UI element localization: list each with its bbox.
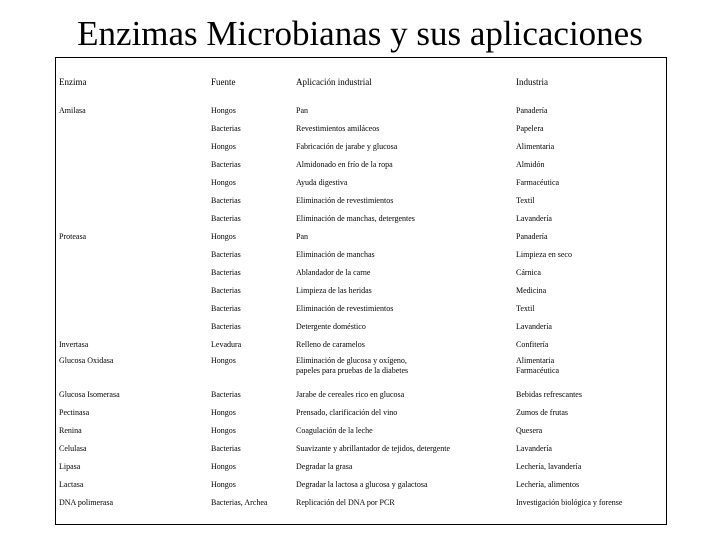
table-row (56, 299, 668, 317)
cell-enzima (56, 493, 208, 511)
cell-aplicacion-text: Replicación del DNA por PCR (296, 498, 395, 507)
cell-fuente-text: Hongos (211, 356, 236, 365)
cell-aplicacion (293, 299, 513, 317)
cell-fuente-text: Bacterias (211, 250, 241, 259)
cell-aplicacion (293, 227, 513, 245)
cell-aplicacion (293, 281, 513, 299)
cell-industria (513, 335, 668, 353)
cell-aplicacion-text: Degradar la grasa (296, 462, 353, 471)
cell-industria (513, 101, 668, 119)
cell-aplicacion (293, 403, 513, 421)
cell-aplicacion-text: Ablandador de la carne (296, 268, 371, 277)
cell-industria (513, 191, 668, 209)
cell-enzima (56, 209, 208, 227)
table-row (56, 421, 668, 439)
cell-enzima-text: Celulasa (59, 444, 87, 453)
enzyme-table-grid (56, 58, 668, 511)
table-row (56, 245, 668, 263)
header-enzima: Enzima (59, 77, 87, 87)
cell-industria-text: Alimentaria (516, 142, 555, 151)
table-row (56, 493, 668, 511)
table-row (56, 385, 668, 403)
cell-industria-text: Cárnica (516, 268, 541, 277)
cell-industria-text: Zumos de frutas (516, 408, 568, 417)
cell-aplicacion (293, 101, 513, 119)
cell-enzima (56, 457, 208, 475)
cell-aplicacion (293, 335, 513, 353)
table-row (56, 475, 668, 493)
table-row (56, 335, 668, 353)
cell-enzima (56, 119, 208, 137)
cell-fuente (208, 475, 293, 493)
cell-industria (513, 403, 668, 421)
table-row (56, 209, 668, 227)
cell-aplicacion (293, 263, 513, 281)
cell-aplicacion (293, 457, 513, 475)
cell-industria-text: Panadería (516, 232, 548, 241)
cell-industria (513, 439, 668, 457)
cell-aplicacion-text: Almidonado en frío de la ropa (296, 160, 393, 169)
cell-aplicacion (293, 209, 513, 227)
table-row (56, 227, 668, 245)
cell-fuente (208, 173, 293, 191)
cell-enzima (56, 353, 208, 385)
cell-enzima (56, 439, 208, 457)
cell-aplicacion-text: Pan (296, 232, 308, 241)
cell-industria (513, 263, 668, 281)
cell-industria-text: Confitería (516, 340, 549, 349)
cell-enzima-text: Amilasa (59, 106, 86, 115)
cell-fuente-text: Hongos (211, 178, 236, 187)
cell-fuente-text: Bacterias (211, 124, 241, 133)
cell-industria-text: Investigación biológica y forense (516, 498, 623, 507)
cell-aplicacion-text: Revestimientos amiláceos (296, 124, 380, 133)
cell-industria (513, 155, 668, 173)
cell-fuente-text: Hongos (211, 426, 236, 435)
cell-enzima-text: Lipasa (59, 462, 81, 471)
cell-aplicacion (293, 385, 513, 403)
cell-fuente (208, 385, 293, 403)
cell-aplicacion (293, 173, 513, 191)
cell-fuente (208, 209, 293, 227)
table-row (56, 457, 668, 475)
cell-industria (513, 457, 668, 475)
cell-aplicacion-text: Relleno de caramelos (296, 340, 365, 349)
cell-industria (513, 475, 668, 493)
cell-fuente-text: Hongos (211, 462, 236, 471)
cell-fuente-text: Bacterias (211, 322, 241, 331)
cell-industria-text: Almidón (516, 160, 545, 169)
cell-fuente (208, 317, 293, 335)
cell-industria (513, 119, 668, 137)
cell-fuente-text: Bacterias (211, 214, 241, 223)
cell-aplicacion (293, 353, 513, 385)
cell-industria (513, 299, 668, 317)
table-row (56, 119, 668, 137)
cell-enzima (56, 317, 208, 335)
table-row (56, 101, 668, 119)
table-row (56, 137, 668, 155)
table-row (56, 155, 668, 173)
header-industria: Industria (516, 77, 548, 87)
cell-aplicacion-text: Eliminación de revestimientos (296, 304, 394, 313)
cell-enzima (56, 245, 208, 263)
cell-aplicacion (293, 439, 513, 457)
cell-fuente-text: Bacterias (211, 268, 241, 277)
cell-industria-text: Farmacéutica (516, 178, 560, 187)
cell-fuente (208, 281, 293, 299)
cell-aplicacion-text: Eliminación de manchas (296, 250, 375, 259)
cell-enzima (56, 191, 208, 209)
cell-industria (513, 353, 668, 385)
cell-industria-text: Panadería (516, 106, 548, 115)
cell-fuente-text: Bacterias (211, 304, 241, 313)
table-row (56, 263, 668, 281)
cell-enzima (56, 281, 208, 299)
cell-aplicacion-text: Detergente doméstico (296, 322, 366, 331)
cell-industria-text: Lavandería (516, 444, 552, 453)
cell-aplicacion-text: Eliminación de manchas, detergentes (296, 214, 415, 223)
table-header-row (56, 58, 668, 101)
cell-fuente (208, 403, 293, 421)
cell-fuente (208, 263, 293, 281)
cell-enzima (56, 421, 208, 439)
cell-industria (513, 493, 668, 511)
cell-aplicacion (293, 119, 513, 137)
cell-enzima (56, 227, 208, 245)
cell-fuente (208, 191, 293, 209)
cell-industria-text: Limpieza en seco (516, 250, 572, 259)
cell-aplicacion-text: Degradar la lactosa a glucosa y galactosa (296, 480, 428, 489)
cell-enzima-text: Invertasa (59, 340, 89, 349)
table-row (56, 281, 668, 299)
cell-aplicacion-text-line2: papeles para pruebas de la diabetes (296, 366, 409, 375)
table-row (56, 191, 668, 209)
cell-fuente-text: Levadura (211, 340, 242, 349)
cell-fuente (208, 335, 293, 353)
cell-industria-text: Alimentaria (516, 356, 555, 365)
cell-aplicacion (293, 137, 513, 155)
cell-enzima (56, 263, 208, 281)
cell-fuente (208, 137, 293, 155)
cell-fuente (208, 439, 293, 457)
cell-aplicacion (293, 421, 513, 439)
cell-industria (513, 227, 668, 245)
cell-fuente (208, 353, 293, 385)
cell-aplicacion (293, 155, 513, 173)
cell-aplicacion (293, 493, 513, 511)
cell-enzima-text: Lactasa (59, 480, 84, 489)
cell-fuente-text: Bacterias (211, 160, 241, 169)
page-title: Enzimas Microbianas y sus aplicaciones (77, 14, 643, 53)
cell-fuente-text: Bacterias (211, 390, 241, 399)
table-row (56, 353, 668, 385)
cell-fuente-text: Hongos (211, 408, 236, 417)
cell-fuente-text: Bacterias (211, 196, 241, 205)
cell-industria-text: Bebidas refrescantes (516, 390, 582, 399)
cell-enzima-text: Renina (59, 426, 82, 435)
cell-industria-text: Lechería, alimentos (516, 480, 580, 489)
cell-fuente (208, 245, 293, 263)
cell-enzima (56, 173, 208, 191)
cell-enzima-text: DNA polimerasa (59, 498, 113, 507)
cell-enzima (56, 155, 208, 173)
cell-industria (513, 173, 668, 191)
cell-aplicacion-text: Prensado, clarificación del vino (296, 408, 398, 417)
cell-enzima-text: Proteasa (59, 232, 87, 241)
cell-industria-text: Quesera (516, 426, 543, 435)
cell-fuente (208, 119, 293, 137)
cell-enzima (56, 299, 208, 317)
enzyme-table (55, 57, 667, 525)
cell-aplicacion-text: Coagulación de la leche (296, 426, 373, 435)
cell-fuente-text: Hongos (211, 142, 236, 151)
cell-enzima (56, 335, 208, 353)
cell-industria-text: Medicina (516, 286, 547, 295)
cell-fuente (208, 155, 293, 173)
cell-industria-text: Textil (516, 196, 535, 205)
cell-aplicacion-text: Suavizante y abrillantador de tejidos, detergente (296, 444, 451, 453)
cell-enzima-text: Glucosa Isomerasa (59, 390, 120, 399)
cell-enzima (56, 403, 208, 421)
cell-fuente-text: Hongos (211, 480, 236, 489)
cell-aplicacion-text: Ayuda digestiva (296, 178, 348, 187)
cell-industria-text: Lavandería (516, 214, 552, 223)
cell-fuente-text: Hongos (211, 106, 236, 115)
cell-enzima-text: Glucosa Oxidasa (59, 356, 114, 365)
cell-fuente-text: Bacterias (211, 286, 241, 295)
cell-fuente (208, 457, 293, 475)
cell-aplicacion-text: Pan (296, 106, 308, 115)
cell-fuente (208, 227, 293, 245)
cell-aplicacion-text: Eliminación de glucosa y oxígeno, (296, 356, 407, 365)
cell-fuente-text: Bacterias (211, 444, 241, 453)
cell-fuente (208, 421, 293, 439)
cell-aplicacion-text: Jarabe de cereales rico en glucosa (296, 390, 405, 399)
cell-enzima (56, 385, 208, 403)
cell-industria (513, 317, 668, 335)
cell-enzima (56, 475, 208, 493)
table-row (56, 173, 668, 191)
cell-industria (513, 137, 668, 155)
cell-aplicacion-text: Limpieza de las heridas (296, 286, 372, 295)
cell-industria-text: Lavandería (516, 322, 552, 331)
cell-industria (513, 281, 668, 299)
cell-fuente (208, 493, 293, 511)
cell-aplicacion (293, 245, 513, 263)
cell-industria (513, 209, 668, 227)
table-row (56, 439, 668, 457)
cell-industria (513, 421, 668, 439)
cell-aplicacion-text: Eliminación de revestimientos (296, 196, 394, 205)
cell-enzima (56, 101, 208, 119)
cell-industria (513, 385, 668, 403)
cell-enzima-text: Pectinasa (59, 408, 90, 417)
cell-aplicacion (293, 317, 513, 335)
cell-fuente (208, 299, 293, 317)
cell-aplicacion (293, 191, 513, 209)
cell-industria-text: Lechería, lavandería (516, 462, 582, 471)
header-aplicacion: Aplicación industrial (296, 77, 372, 87)
cell-industria-text: Textil (516, 304, 535, 313)
cell-industria (513, 245, 668, 263)
cell-aplicacion-text: Fabricación de jarabe y glucosa (296, 142, 398, 151)
cell-aplicacion (293, 475, 513, 493)
table-row (56, 403, 668, 421)
table-row (56, 317, 668, 335)
cell-enzima (56, 137, 208, 155)
cell-fuente-text: Bacterias, Archea (211, 498, 268, 507)
cell-industria-text-line2: Farmacéutica (516, 366, 560, 375)
header-fuente: Fuente (211, 77, 236, 87)
cell-industria-text: Papelera (516, 124, 544, 133)
cell-fuente-text: Hongos (211, 232, 236, 241)
cell-fuente (208, 101, 293, 119)
